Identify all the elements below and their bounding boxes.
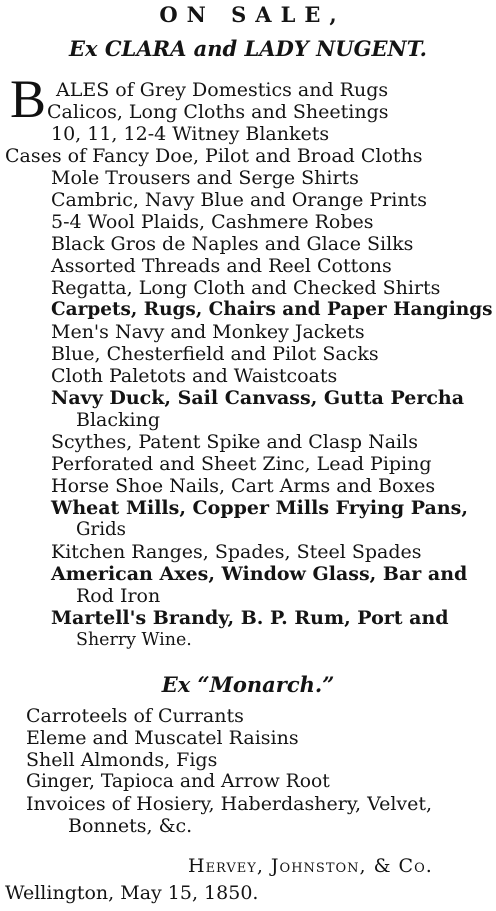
items-line: Scythes, Patent Spike and Clasp Nails [51,431,418,453]
items-line: 10, 11, 12-4 Witney Blankets [51,123,330,145]
dateline: Wellington, May 15, 1850. [5,882,259,904]
ex-ships-subheading: Ex CLARA and LADY NUGENT. [69,36,427,61]
items-line: Horse Shoe Nails, Cart Arms and Boxes [51,475,436,497]
monarch_items-line: Shell Almonds, Figs [26,749,218,771]
items-line: Assorted Threads and Reel Cottons [51,255,392,277]
items-line: Wheat Mills, Copper Mills Frying Pans, [51,497,468,519]
merchant-signature: Hervey, Johnston, & Co. [188,855,433,877]
items-line: Men's Navy and Monkey Jackets [51,321,365,343]
items-line: Cases of Fancy Doe, Pilot and Broad Cloths [5,145,423,167]
items-line: American Axes, Window Glass, Bar and [51,563,468,585]
items-line: Navy Duck, Sail Canvass, Gutta Percha [51,387,465,409]
items-line: Cambric, Navy Blue and Orange Prints [51,189,427,211]
items-line: Perforated and Sheet Zinc, Lead Piping [51,453,432,475]
monarch_items-line: Eleme and Muscatel Raisins [26,727,299,749]
monarch_items-line: Carroteels of Currants [26,705,244,727]
items-line: Carpets, Rugs, Chairs and Paper Hangings [51,299,493,320]
items-line: Cloth Paletots and Waistcoats [51,365,338,387]
items-line: Blue, Chesterfield and Pilot Sacks [51,343,379,365]
items-line: Black Gros de Naples and Glace Silks [51,233,414,255]
monarch_items-line: Invoices of Hosiery, Haberdashery, Velvet, [26,793,433,815]
items-line: Regatta, Long Cloth and Checked Shirts [51,277,441,299]
items-line: Grids [76,519,126,540]
items-line: Calicos, Long Cloths and Sheetings [47,101,389,123]
items-line: Rod Iron [76,585,161,607]
drop-cap: B [10,69,47,129]
on-sale-heading: ON SALE, [159,2,346,27]
items-line: 5-4 Wool Plaids, Cashmere Robes [51,211,374,233]
ex-monarch-subheading: Ex “Monarch.” [161,672,335,697]
items-line: Sherry Wine. [76,630,192,650]
items-line: Kitchen Ranges, Spades, Steel Spades [51,541,422,563]
items-line: ALES of Grey Domestics and Rugs [56,79,389,101]
items-line: Mole Trousers and Serge Shirts [51,167,359,189]
items-line: Blacking [76,409,160,431]
items-line: Martell's Brandy, B. P. Rum, Port and [51,607,449,629]
monarch_items-line: Bonnets, &c. [68,815,193,837]
monarch_items-line: Ginger, Tapioca and Arrow Root [26,771,330,792]
